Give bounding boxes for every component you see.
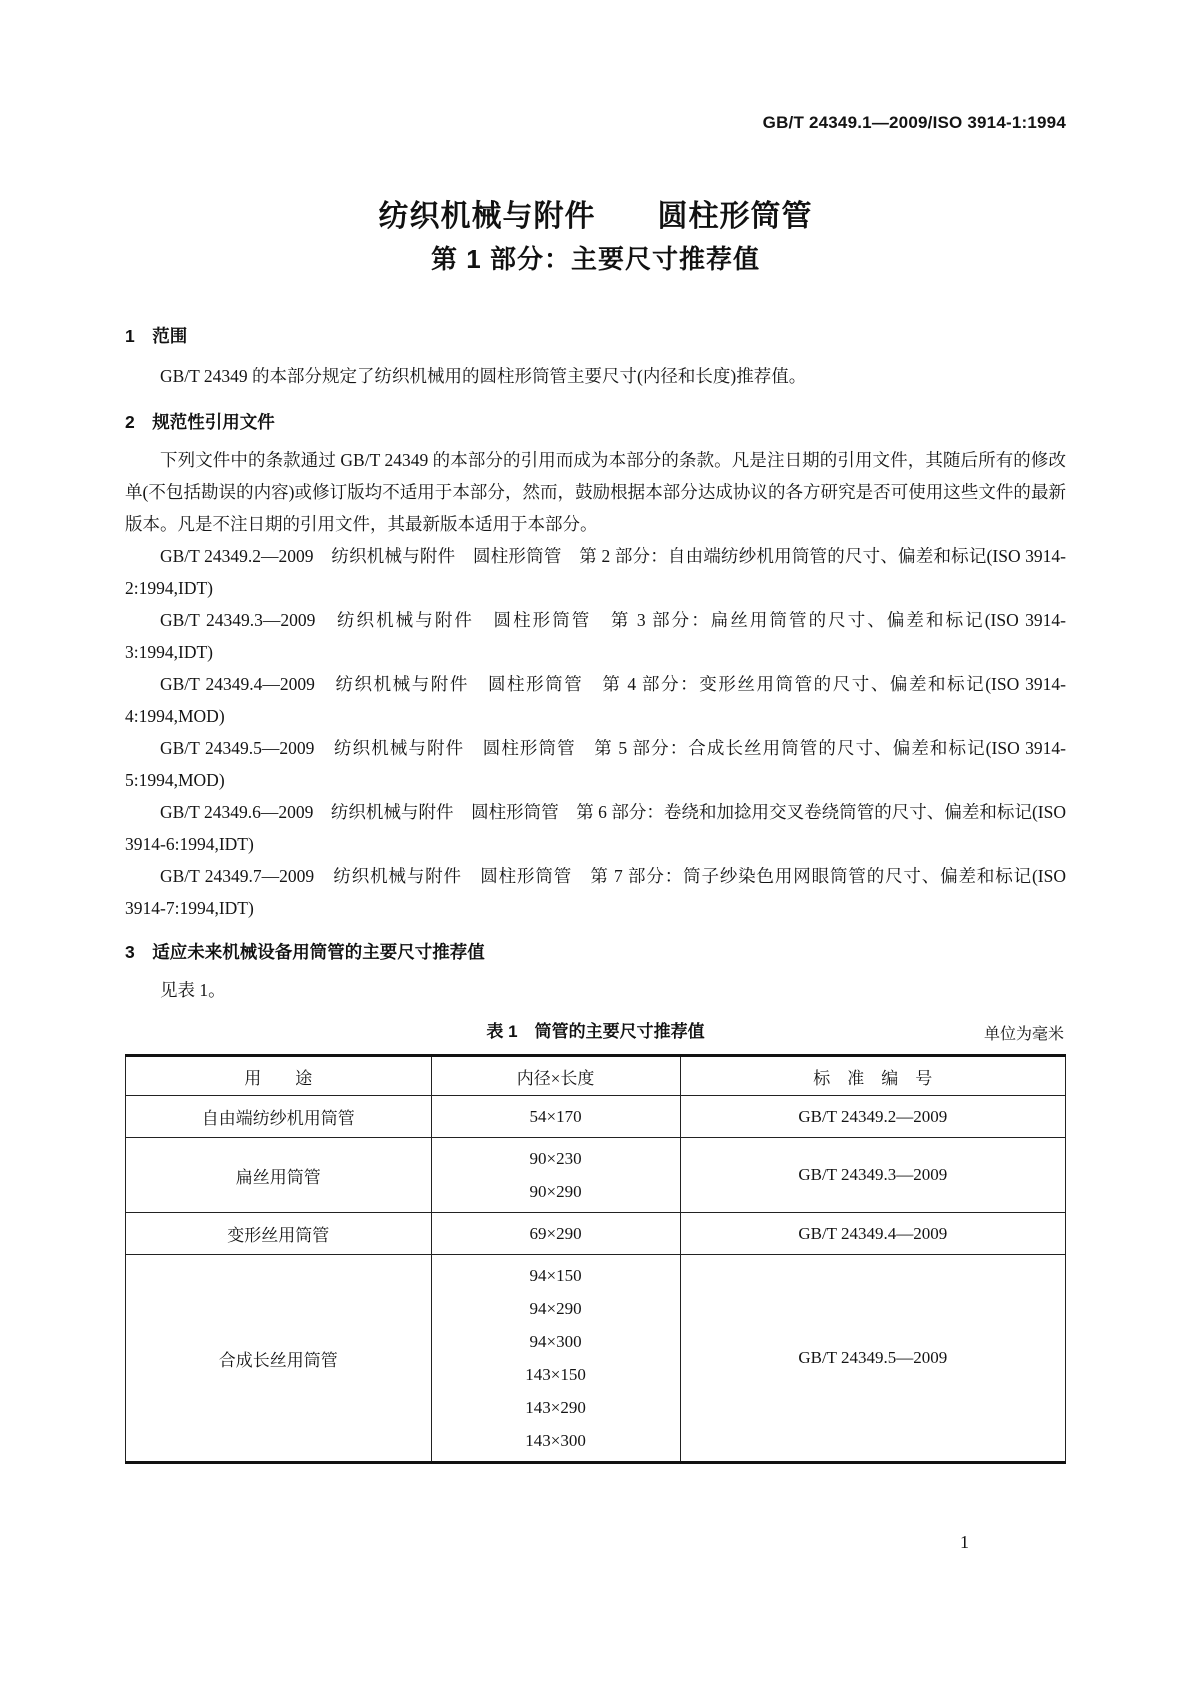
cell-use: 合成长丝用筒管 [126, 1255, 432, 1463]
cell-standard: GB/T 24349.2—2009 [680, 1096, 1065, 1138]
reference-item: GB/T 24349.4—2009 纺织机械与附件 圆柱形筒管 第 4 部分：变形丝用筒管的尺寸、偏差和标记(ISO 3914-4:1994,MOD) [125, 674, 1066, 726]
table-row [126, 1255, 1066, 1463]
section-1-paragraph: GB/T 24349 的本部分规定了纺织机械用的圆柱形筒管主要尺寸(内径和长度)推荐值。 [160, 366, 807, 386]
dimension-value: 94×290 [529, 1299, 582, 1318]
dimension-value: 94×300 [529, 1332, 582, 1351]
dimension-value: 90×290 [529, 1182, 582, 1201]
document-subtitle: 第 1 部分：主要尺寸推荐值 [431, 244, 760, 274]
section-1-heading: 1 范围 [125, 326, 188, 346]
dimension-value: 143×290 [525, 1398, 586, 1417]
table-caption-row [125, 1018, 1066, 1046]
table-row [126, 1213, 1066, 1255]
table-row [126, 1138, 1066, 1213]
reference-item: GB/T 24349.6—2009 纺织机械与附件 圆柱形筒管 第 6 部分：卷绕和加捻用交叉卷绕筒管的尺寸、偏差和标记(ISO 3914-6:1994,IDT) [125, 802, 1066, 854]
dimension-value: 94×150 [529, 1266, 582, 1285]
table-header-row [126, 1056, 1066, 1096]
section-2-intro-paragraph: 下列文件中的条款通过 GB/T 24349 的本部分的引用而成为本部分的条款。凡是注日期的引用文件，其随后所有的修改单(不包括勘误的内容)或修订版均不适用于本部分，然而，鼓励根据本部分达成协议的各方研究是否可使用这些文件的最新版本。凡是不注日期的引用文件，其最新版本适用于本部分。 [125, 450, 1066, 534]
section-3-heading: 3 适应未来机械设备用筒管的主要尺寸推荐值 [125, 942, 485, 962]
column-header-standard: 标 准 编 号 [680, 1056, 1065, 1096]
cell-dimensions [431, 1138, 680, 1213]
cell-standard: GB/T 24349.5—2009 [680, 1255, 1065, 1463]
dimensions-table [125, 1054, 1066, 1464]
cell-standard: GB/T 24349.3—2009 [680, 1138, 1065, 1213]
cell-use: 变形丝用筒管 [126, 1213, 432, 1255]
standard-number-header: GB/T 24349.1—2009/ISO 3914-1:1994 [762, 113, 1066, 132]
cell-use: 自由端纺纱机用筒管 [126, 1096, 432, 1138]
document-content [125, 0, 1066, 1464]
document-title: 纺织机械与附件 圆柱形筒管 [378, 200, 813, 233]
dimension-value: 143×300 [525, 1431, 586, 1450]
cell-dimensions [431, 1213, 680, 1255]
column-header-dimensions: 内径×长度 [431, 1056, 680, 1096]
reference-item: GB/T 24349.2—2009 纺织机械与附件 圆柱形筒管 第 2 部分：自由端纺纱机用筒管的尺寸、偏差和标记(ISO 3914-2:1994,IDT) [125, 546, 1066, 598]
cell-use: 扁丝用筒管 [126, 1138, 432, 1213]
page-number: 1 [960, 1532, 969, 1552]
reference-item: GB/T 24349.7—2009 纺织机械与附件 圆柱形筒管 第 7 部分：筒子纱染色用网眼筒管的尺寸、偏差和标记(ISO 3914-7:1994,IDT) [125, 866, 1066, 918]
dimension-value: 143×150 [525, 1365, 586, 1384]
section-3-paragraph: 见表 1。 [160, 980, 226, 1000]
dimension-value: 90×230 [529, 1149, 582, 1168]
column-header-use: 用 途 [126, 1056, 432, 1096]
cell-dimensions [431, 1255, 680, 1463]
dimension-value: 54×170 [529, 1107, 582, 1126]
reference-item: GB/T 24349.3—2009 纺织机械与附件 圆柱形筒管 第 3 部分：扁丝用筒管的尺寸、偏差和标记(ISO 3914-3:1994,IDT) [125, 610, 1066, 662]
dimension-value: 69×290 [529, 1224, 582, 1243]
reference-item: GB/T 24349.5—2009 纺织机械与附件 圆柱形筒管 第 5 部分：合成长丝用筒管的尺寸、偏差和标记(ISO 3914-5:1994,MOD) [125, 738, 1066, 790]
table-caption: 表 1 筒管的主要尺寸推荐值 [486, 1022, 705, 1041]
cell-standard: GB/T 24349.4—2009 [680, 1213, 1065, 1255]
cell-dimensions [431, 1096, 680, 1138]
table-row [126, 1096, 1066, 1138]
table-unit-note: 单位为毫米 [983, 1026, 1064, 1043]
section-2-heading: 2 规范性引用文件 [125, 412, 275, 432]
